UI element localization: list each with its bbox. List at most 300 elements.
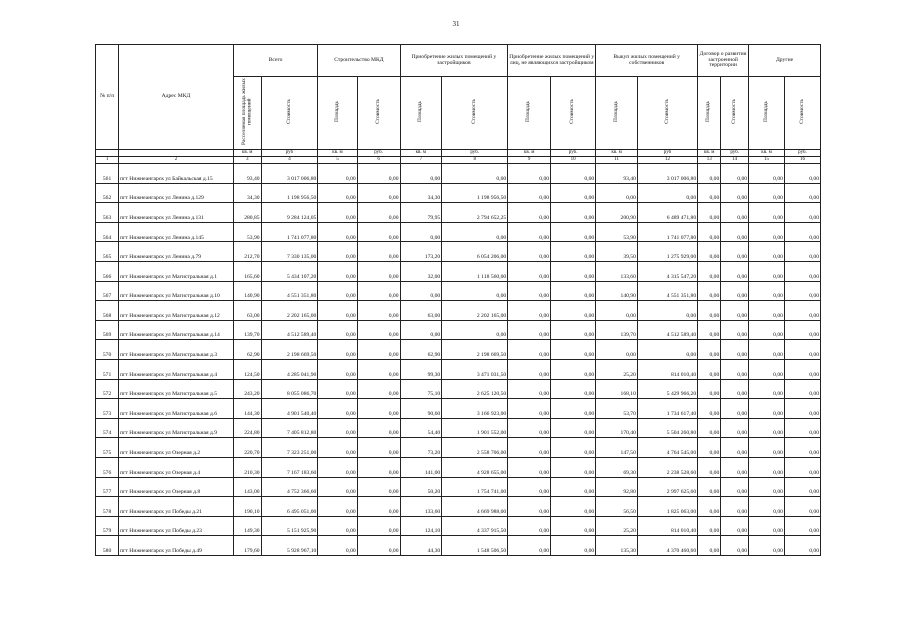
column-number-cell: 7 xyxy=(400,157,442,164)
row-value-cell: 139,70 xyxy=(596,320,638,340)
row-value-cell: 1 275 929,00 xyxy=(637,242,697,262)
row-number: 565 xyxy=(96,242,119,262)
row-value-cell: 280,85 xyxy=(233,203,261,223)
row-value-cell: 53,90 xyxy=(596,222,638,242)
row-value-cell: 6 054 206,00 xyxy=(442,242,508,262)
row-value-cell: 135,30 xyxy=(596,536,638,556)
row-value-cell: 0,00 xyxy=(721,301,749,321)
row-value-cell: 0,00 xyxy=(357,438,400,458)
row-value-cell: 0,00 xyxy=(357,340,400,360)
row-value-cell: 0,00 xyxy=(749,359,785,379)
row-value-cell: 0,00 xyxy=(721,399,749,419)
row-value-cell: 0,00 xyxy=(784,457,820,477)
row-value-cell: 149,30 xyxy=(233,516,261,536)
row-value-cell: 210,30 xyxy=(233,457,261,477)
row-value-cell: 0,00 xyxy=(357,164,400,184)
row-value-cell: 4 764 545,00 xyxy=(637,438,697,458)
row-value-cell: 124,10 xyxy=(400,516,442,536)
row-value-cell: 0,00 xyxy=(721,418,749,438)
row-value-cell: 0,00 xyxy=(318,222,357,242)
table-row xyxy=(96,203,821,223)
row-value-cell: 0,00 xyxy=(721,242,749,262)
row-value-cell: 53,70 xyxy=(596,399,638,419)
row-value-cell: 4 752 366,60 xyxy=(261,477,318,497)
row-number: 573 xyxy=(96,399,119,419)
row-value-cell: 0,00 xyxy=(551,222,596,242)
row-value-cell: 0,00 xyxy=(721,379,749,399)
row-value-cell: 25,20 xyxy=(596,516,638,536)
column-number-cell: 1 xyxy=(96,157,119,164)
row-value-cell: 0,00 xyxy=(551,164,596,184)
row-value-cell: 7 330 135,00 xyxy=(261,242,318,262)
row-value-cell: 0,00 xyxy=(749,320,785,340)
row-value-cell: 93,40 xyxy=(596,164,638,184)
row-number: 561 xyxy=(96,164,119,184)
row-value-cell: 39,50 xyxy=(596,242,638,262)
row-value-cell: 4 669 988,00 xyxy=(442,497,508,517)
unit-cell: кв. м xyxy=(698,150,721,157)
row-value-cell: 165,60 xyxy=(233,261,261,281)
row-value-cell: 0,00 xyxy=(698,242,721,262)
row-value-cell: 4 901 540,40 xyxy=(261,399,318,419)
table-row xyxy=(96,438,821,458)
header-row-column-numbers xyxy=(96,157,821,164)
row-value-cell: 0,00 xyxy=(318,457,357,477)
row-value-cell: 0,00 xyxy=(551,301,596,321)
row-value-cell: 2 198 669,50 xyxy=(442,340,508,360)
subheader-residents: Расселяемая площадь жилых помещений xyxy=(233,77,261,150)
row-value-cell: 0,00 xyxy=(318,261,357,281)
unit-cell: кв. м xyxy=(749,150,785,157)
row-address: пгт Нижнеангарск ул Магистральная д.10 xyxy=(119,281,234,301)
row-value-cell: 0,00 xyxy=(318,183,357,203)
row-value-cell: 0,00 xyxy=(698,301,721,321)
row-address: пгт Нижнеангарск ул Ленина д.129 xyxy=(119,183,234,203)
row-value-cell: 0,00 xyxy=(318,379,357,399)
row-address: пгт Нижнеангарск ул Магистральная д.4 xyxy=(119,359,234,379)
row-value-cell: 0,00 xyxy=(721,340,749,360)
header-acquire-not-commissioned: Приобретение жилых помещений у лиц, не являющихся застройщиком xyxy=(508,45,596,77)
row-value-cell: 1 741 077,80 xyxy=(637,222,697,242)
row-address: пгт Нижнеангарск ул Озерная д.2 xyxy=(119,438,234,458)
row-value-cell: 0,00 xyxy=(551,497,596,517)
row-value-cell: 0,00 xyxy=(784,183,820,203)
row-value-cell: 4 512 589,40 xyxy=(261,320,318,340)
row-number: 563 xyxy=(96,203,119,223)
row-value-cell: 0,00 xyxy=(400,164,442,184)
row-value-cell: 32,00 xyxy=(400,261,442,281)
row-value-cell: 0,00 xyxy=(784,399,820,419)
row-address: пгт Нижнеангарск ул Ленина д.145 xyxy=(119,222,234,242)
row-address: пгт Нижнеангарск ул Победы д.23 xyxy=(119,516,234,536)
row-value-cell: 0,00 xyxy=(596,340,638,360)
row-value-cell: 0,00 xyxy=(508,497,551,517)
unit-cell xyxy=(96,150,119,157)
row-value-cell: 140,90 xyxy=(233,281,261,301)
row-value-cell: 5 434 107,20 xyxy=(261,261,318,281)
row-value-cell: 0,00 xyxy=(784,497,820,517)
row-value-cell: 0,00 xyxy=(721,183,749,203)
row-value-cell: 3 017 006,80 xyxy=(261,164,318,184)
row-value-cell: 200,90 xyxy=(596,203,638,223)
row-value-cell: 0,00 xyxy=(637,340,697,360)
subheader-area: Площадь xyxy=(318,77,357,150)
row-value-cell: 0,00 xyxy=(784,164,820,184)
unit-cell: руб xyxy=(637,150,697,157)
row-value-cell: 0,00 xyxy=(637,183,697,203)
row-number: 577 xyxy=(96,477,119,497)
row-value-cell: 53,90 xyxy=(233,222,261,242)
unit-cell: кв. м xyxy=(318,150,357,157)
row-value-cell: 63,00 xyxy=(233,301,261,321)
row-number: 570 xyxy=(96,340,119,360)
column-number-cell: 4 xyxy=(261,157,318,164)
row-address: пгт Нижнеангарск ул Магистральная д.1 xyxy=(119,261,234,281)
row-value-cell: 0,00 xyxy=(357,359,400,379)
row-value-cell: 0,00 xyxy=(698,281,721,301)
row-value-cell: 0,00 xyxy=(551,340,596,360)
row-value-cell: 2 625 120,50 xyxy=(442,379,508,399)
column-number-cell: 13 xyxy=(698,157,721,164)
subheader-cost: Стоимость xyxy=(442,77,508,150)
table-row xyxy=(96,183,821,203)
row-value-cell: 0,00 xyxy=(749,281,785,301)
row-value-cell: 0,00 xyxy=(721,203,749,223)
row-value-cell: 0,00 xyxy=(318,399,357,419)
row-value-cell: 92,80 xyxy=(596,477,638,497)
row-value-cell: 6 489 471,80 xyxy=(637,203,697,223)
row-value-cell: 0,00 xyxy=(551,281,596,301)
row-value-cell: 1 548 506,50 xyxy=(442,536,508,556)
resettlement-table xyxy=(95,44,821,556)
row-value-cell: 0,00 xyxy=(318,418,357,438)
row-value-cell: 0,00 xyxy=(551,418,596,438)
row-value-cell: 0,00 xyxy=(749,536,785,556)
row-value-cell: 0,00 xyxy=(442,281,508,301)
row-value-cell: 2 202 165,00 xyxy=(442,301,508,321)
row-value-cell: 0,00 xyxy=(551,516,596,536)
header-acquire-under-construction: Приобретение жилых помещений у застройщиков xyxy=(400,45,508,77)
row-value-cell: 0,00 xyxy=(551,457,596,477)
row-value-cell: 0,00 xyxy=(698,438,721,458)
row-value-cell: 0,00 xyxy=(784,516,820,536)
row-value-cell: 0,00 xyxy=(637,301,697,321)
row-value-cell: 140,90 xyxy=(596,281,638,301)
unit-cell: руб. xyxy=(442,150,508,157)
row-value-cell: 0,00 xyxy=(508,457,551,477)
row-value-cell: 0,00 xyxy=(784,281,820,301)
row-value-cell: 0,00 xyxy=(784,536,820,556)
row-value-cell: 7 167 183,60 xyxy=(261,457,318,477)
row-value-cell: 0,00 xyxy=(596,301,638,321)
row-value-cell: 0,00 xyxy=(551,438,596,458)
unit-cell: кв. м xyxy=(400,150,442,157)
row-value-cell: 4 370 460,60 xyxy=(637,536,697,556)
table-row xyxy=(96,399,821,419)
column-number-cell: 6 xyxy=(357,157,400,164)
row-address: пгт Нижнеангарск ул Байкальская д.15 xyxy=(119,164,234,184)
subheader-cost: Стоимость xyxy=(784,77,820,150)
row-value-cell: 2 997 625,60 xyxy=(637,477,697,497)
row-value-cell: 0,00 xyxy=(508,536,551,556)
row-value-cell: 170,40 xyxy=(596,418,638,438)
row-value-cell: 0,00 xyxy=(721,477,749,497)
row-value-cell: 0,00 xyxy=(721,359,749,379)
header-row-units xyxy=(96,150,821,157)
row-value-cell: 4 551 351,80 xyxy=(261,281,318,301)
row-value-cell: 1 118 560,00 xyxy=(442,261,508,281)
row-value-cell: 0,00 xyxy=(749,242,785,262)
column-number-cell: 2 xyxy=(119,157,234,164)
table-row xyxy=(96,222,821,242)
row-value-cell: 44,30 xyxy=(400,536,442,556)
row-value-cell: 0,00 xyxy=(721,516,749,536)
row-value-cell: 147,50 xyxy=(596,438,638,458)
table-row xyxy=(96,418,821,438)
table-row xyxy=(96,164,821,184)
row-value-cell: 56,50 xyxy=(596,497,638,517)
row-value-cell: 0,00 xyxy=(442,164,508,184)
row-value-cell: 1 901 552,00 xyxy=(442,418,508,438)
row-value-cell: 2 238 528,60 xyxy=(637,457,697,477)
subheader-cost: Стоимость xyxy=(551,77,596,150)
row-number: 568 xyxy=(96,301,119,321)
row-value-cell: 0,00 xyxy=(551,399,596,419)
row-value-cell: 0,00 xyxy=(698,418,721,438)
row-number: 579 xyxy=(96,516,119,536)
row-number: 578 xyxy=(96,497,119,517)
row-value-cell: 0,00 xyxy=(508,164,551,184)
row-value-cell: 212,70 xyxy=(233,242,261,262)
row-value-cell: 0,00 xyxy=(721,457,749,477)
row-value-cell: 0,00 xyxy=(357,183,400,203)
row-value-cell: 0,00 xyxy=(749,516,785,536)
row-value-cell: 0,00 xyxy=(749,477,785,497)
row-value-cell: 4 551 351,80 xyxy=(637,281,697,301)
subheader-area: Площадь xyxy=(508,77,551,150)
row-value-cell: 0,00 xyxy=(442,320,508,340)
row-value-cell: 0,00 xyxy=(400,222,442,242)
row-value-cell: 0,00 xyxy=(721,497,749,517)
row-value-cell: 0,00 xyxy=(508,203,551,223)
row-value-cell: 0,00 xyxy=(318,340,357,360)
row-value-cell: 0,00 xyxy=(698,261,721,281)
subheader-cost: Стоимость xyxy=(357,77,400,150)
row-address: пгт Нижнеангарск ул Озерная д.8 xyxy=(119,477,234,497)
row-value-cell: 143,00 xyxy=(233,477,261,497)
row-value-cell: 0,00 xyxy=(318,281,357,301)
unit-cell: кв. м xyxy=(508,150,551,157)
row-value-cell: 0,00 xyxy=(508,359,551,379)
row-value-cell: 0,00 xyxy=(357,261,400,281)
table-row xyxy=(96,379,821,399)
row-number: 580 xyxy=(96,536,119,556)
row-value-cell: 25,20 xyxy=(596,359,638,379)
row-value-cell: 99,30 xyxy=(400,359,442,379)
table-row xyxy=(96,516,821,536)
column-number-cell: 16 xyxy=(784,157,820,164)
row-value-cell: 0,00 xyxy=(749,497,785,517)
row-number: 571 xyxy=(96,359,119,379)
row-value-cell: 3 471 031,50 xyxy=(442,359,508,379)
row-value-cell: 139,70 xyxy=(233,320,261,340)
row-value-cell: 0,00 xyxy=(508,281,551,301)
row-value-cell: 0,00 xyxy=(749,261,785,281)
row-value-cell: 63,00 xyxy=(400,301,442,321)
row-value-cell: 34,30 xyxy=(400,183,442,203)
row-value-cell: 0,00 xyxy=(784,301,820,321)
row-value-cell: 0,00 xyxy=(784,438,820,458)
row-value-cell: 0,00 xyxy=(749,222,785,242)
row-value-cell: 0,00 xyxy=(357,222,400,242)
row-value-cell: 0,00 xyxy=(551,536,596,556)
row-value-cell: 220,70 xyxy=(233,438,261,458)
row-value-cell: 124,50 xyxy=(233,359,261,379)
row-value-cell: 79,95 xyxy=(400,203,442,223)
table-row xyxy=(96,301,821,321)
row-value-cell: 0,00 xyxy=(784,477,820,497)
row-value-cell: 0,00 xyxy=(508,477,551,497)
table-row xyxy=(96,261,821,281)
row-value-cell: 5 151 925,90 xyxy=(261,516,318,536)
unit-cell: руб. xyxy=(784,150,820,157)
header-buyout: Выкуп жилых помещений у собственников xyxy=(596,45,698,77)
row-value-cell: 0,00 xyxy=(749,399,785,419)
row-value-cell: 0,00 xyxy=(698,379,721,399)
row-address: пгт Нижнеангарск ул Магистральная д.5 xyxy=(119,379,234,399)
row-value-cell: 0,00 xyxy=(551,379,596,399)
row-value-cell: 0,00 xyxy=(318,301,357,321)
unit-cell: руб. xyxy=(721,150,749,157)
row-value-cell: 0,00 xyxy=(551,261,596,281)
table-row xyxy=(96,497,821,517)
row-value-cell: 0,00 xyxy=(357,379,400,399)
row-address: пгт Нижнеангарск ул Озерная д.4 xyxy=(119,457,234,477)
header-dev-agreement: Договор о развитии застроенной территории xyxy=(698,45,749,77)
row-value-cell: 69,30 xyxy=(596,457,638,477)
row-value-cell: 4 512 589,40 xyxy=(637,320,697,340)
subheader-area: Площадь xyxy=(698,77,721,150)
row-value-cell: 0,00 xyxy=(784,203,820,223)
row-value-cell: 0,00 xyxy=(698,222,721,242)
row-value-cell: 0,00 xyxy=(318,477,357,497)
row-value-cell: 4 315 547,20 xyxy=(637,261,697,281)
row-value-cell: 0,00 xyxy=(508,418,551,438)
row-value-cell: 0,00 xyxy=(357,536,400,556)
row-value-cell: 0,00 xyxy=(749,379,785,399)
row-value-cell: 0,00 xyxy=(551,242,596,262)
header-address: Адрес МКД xyxy=(119,45,234,150)
column-number-cell: 9 xyxy=(508,157,551,164)
row-value-cell: 0,00 xyxy=(596,183,638,203)
row-value-cell: 93,40 xyxy=(233,164,261,184)
row-value-cell: 141,00 xyxy=(400,457,442,477)
row-value-cell: 0,00 xyxy=(551,320,596,340)
column-number-cell: 3 xyxy=(233,157,261,164)
row-value-cell: 0,00 xyxy=(721,222,749,242)
subheader-cost: Стоимость xyxy=(261,77,318,150)
row-address: пгт Нижнеангарск ул Магистральная д.12 xyxy=(119,301,234,321)
row-value-cell: 0,00 xyxy=(721,164,749,184)
row-value-cell: 0,00 xyxy=(508,516,551,536)
row-value-cell: 5 429 966,20 xyxy=(637,379,697,399)
row-value-cell: 0,00 xyxy=(318,516,357,536)
row-value-cell: 0,00 xyxy=(551,203,596,223)
row-value-cell: 5 928 967,10 xyxy=(261,536,318,556)
row-number: 575 xyxy=(96,438,119,458)
subheader-cost: Стоимость xyxy=(721,77,749,150)
row-value-cell: 0,00 xyxy=(698,359,721,379)
row-address: пгт Нижнеангарск ул Победы д.49 xyxy=(119,536,234,556)
row-value-cell: 0,00 xyxy=(357,477,400,497)
row-value-cell: 2 794 652,25 xyxy=(442,203,508,223)
row-value-cell: 0,00 xyxy=(749,203,785,223)
table-row xyxy=(96,536,821,556)
column-number-cell: 15 xyxy=(749,157,785,164)
unit-cell: кв. м xyxy=(233,150,261,157)
row-value-cell: 3 017 006,80 xyxy=(637,164,697,184)
row-value-cell: 1 734 617,40 xyxy=(637,399,697,419)
row-value-cell: 1 825 063,00 xyxy=(637,497,697,517)
row-number: 567 xyxy=(96,281,119,301)
row-address: пгт Нижнеангарск ул Магистральная д.3 xyxy=(119,340,234,360)
row-value-cell: 2 198 669,50 xyxy=(261,340,318,360)
table-row xyxy=(96,477,821,497)
row-value-cell: 0,00 xyxy=(357,418,400,438)
row-value-cell: 0,00 xyxy=(318,497,357,517)
row-value-cell: 0,00 xyxy=(357,399,400,419)
row-value-cell: 0,00 xyxy=(749,164,785,184)
row-value-cell: 75,10 xyxy=(400,379,442,399)
row-value-cell: 0,00 xyxy=(508,340,551,360)
row-value-cell: 0,00 xyxy=(508,399,551,419)
row-value-cell: 0,00 xyxy=(508,379,551,399)
row-value-cell: 224,80 xyxy=(233,418,261,438)
row-value-cell: 0,00 xyxy=(698,399,721,419)
row-value-cell: 173,20 xyxy=(400,242,442,262)
row-value-cell: 0,00 xyxy=(318,359,357,379)
row-value-cell: 8 055 086,70 xyxy=(261,379,318,399)
column-number-cell: 10 xyxy=(551,157,596,164)
row-number: 572 xyxy=(96,379,119,399)
table-row xyxy=(96,340,821,360)
row-value-cell: 0,00 xyxy=(357,281,400,301)
row-value-cell: 0,00 xyxy=(400,320,442,340)
row-value-cell: 814 010,40 xyxy=(637,516,697,536)
table-row xyxy=(96,359,821,379)
row-value-cell: 1 754 741,00 xyxy=(442,477,508,497)
column-number-cell: 8 xyxy=(442,157,508,164)
row-value-cell: 0,00 xyxy=(721,536,749,556)
row-value-cell: 0,00 xyxy=(318,242,357,262)
row-value-cell: 0,00 xyxy=(508,301,551,321)
table-row xyxy=(96,242,821,262)
row-value-cell: 0,00 xyxy=(400,281,442,301)
row-value-cell: 0,00 xyxy=(318,164,357,184)
row-value-cell: 4 285 041,90 xyxy=(261,359,318,379)
row-value-cell: 62,90 xyxy=(233,340,261,360)
table-row xyxy=(96,320,821,340)
header-construction: Строительство МКД xyxy=(318,45,400,77)
row-value-cell: 0,00 xyxy=(318,320,357,340)
table-body xyxy=(96,164,821,556)
row-value-cell: 0,00 xyxy=(357,516,400,536)
row-value-cell: 2 202 165,00 xyxy=(261,301,318,321)
row-value-cell: 0,00 xyxy=(749,457,785,477)
row-value-cell: 5 504 260,80 xyxy=(637,418,697,438)
row-value-cell: 1 198 956,50 xyxy=(442,183,508,203)
unit-cell: руб. xyxy=(357,150,400,157)
